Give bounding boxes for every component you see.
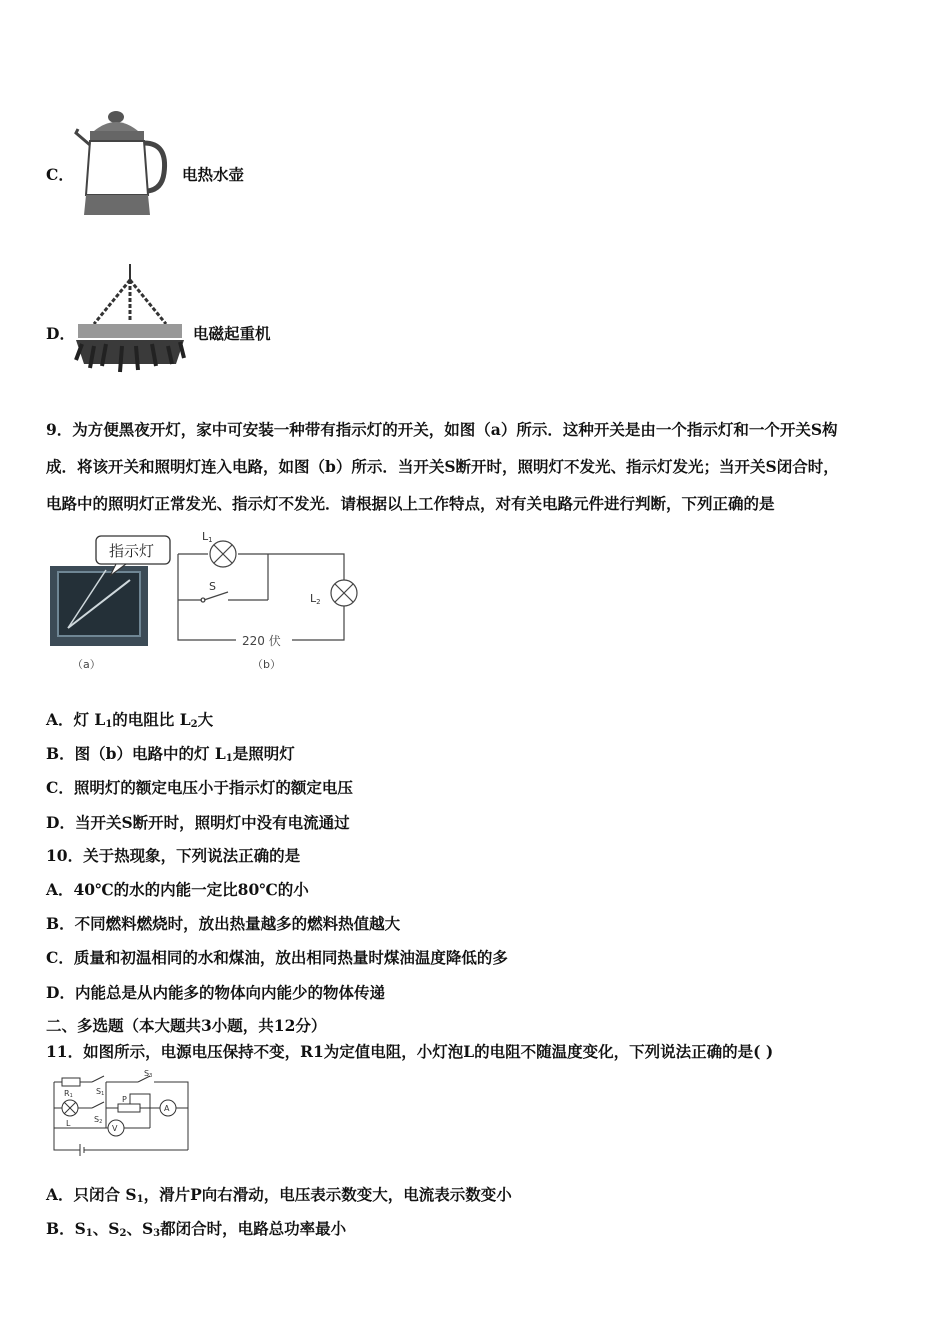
voltmeter-label: V — [112, 1124, 118, 1133]
q10-option-b: B．不同燃料燃烧时，放出热量越多的燃料热值越大 — [46, 914, 401, 933]
switch-s-label: S — [209, 580, 216, 593]
lamp-l2-label: L2 — [310, 592, 321, 606]
q8-option-c-label: 电热水壶 — [182, 165, 245, 184]
q9-figure — [46, 528, 366, 678]
q10-option-c: C．质量和初温相同的水和煤油，放出相同热量时煤油温度降低的多 — [46, 948, 508, 967]
r1-label: R1 — [64, 1089, 73, 1099]
q11-option-a: A．只闭合 $S_1$，滑片P向右滑动，电压表示数变大，电流表示数变小 — [46, 1185, 512, 1205]
q8-option-d-label: 电磁起重机 — [193, 324, 271, 343]
q11-option-b: B．$S_1$、$S_2$、$S_3$都闭合时，电路总功率最小 — [46, 1219, 347, 1239]
caption-a: （a） — [72, 658, 101, 671]
q8-option-d-letter: D． — [46, 324, 75, 343]
q10-option-a: A．40℃的水的内能一定比80℃的小 — [46, 880, 309, 899]
voltage-label: 220 伏 — [242, 634, 281, 648]
indicator-callout-text: 指示灯 — [109, 542, 155, 560]
electric-kettle-image — [72, 103, 178, 225]
q9-option-d: D．当开关S断开时，照明灯中没有电流通过 — [46, 813, 350, 832]
s3-label: S3 — [144, 1070, 153, 1079]
caption-b: （b） — [252, 658, 281, 671]
section-2-heading: 二、多选题（本大题共3小题，共12分） — [46, 1016, 327, 1035]
s2-label: S2 — [94, 1115, 103, 1125]
circuit-b — [178, 541, 357, 640]
q11-stem: 11．如图所示，电源电压保持不变，R1为定值电阻，小灯泡L的电阻不随温度变化，下列说法正确的是( ) — [46, 1042, 774, 1061]
lamp-l-label: L — [66, 1119, 71, 1128]
q9-stem-line-2: 成．将该开关和照明灯连入电路，如图（b）所示．当开关S断开时，照明灯不发光、指示灯发光；当开关S闭合时， — [46, 457, 839, 476]
q10-option-d: D．内能总是从内能多的物体向内能少的物体传递 — [46, 983, 385, 1002]
q10-stem: 10．关于热现象，下列说法正确的是 — [46, 846, 301, 865]
ammeter-label: A — [164, 1104, 170, 1113]
q8-option-c-letter: C． — [46, 165, 74, 184]
slider-p-label: P — [122, 1095, 127, 1104]
electromagnetic-crane-image — [72, 260, 188, 392]
q9-option-b: B．图（b）电路中的灯 $L_1$是照明灯 — [46, 744, 295, 764]
q9-stem-line-1: 9．为方便黑夜开灯，家中可安装一种带有指示灯的开关，如图（a）所示．这种开关是由一个指示灯和一个开关S构 — [46, 420, 838, 439]
q9-stem-line-3: 电路中的照明灯正常发光、指示灯不发光．请根据以上工作特点，对有关电路元件进行判断，下列正确的是 — [46, 494, 775, 513]
s1-label: S1 — [96, 1087, 105, 1097]
q11-circuit-figure — [46, 1070, 196, 1166]
q9-option-a: A．灯 $L_1$的电阻比 $L_2$大 — [46, 710, 214, 730]
q9-option-c: C．照明灯的额定电压小于指示灯的额定电压 — [46, 778, 353, 797]
lamp-l1-label: L1 — [202, 530, 213, 544]
